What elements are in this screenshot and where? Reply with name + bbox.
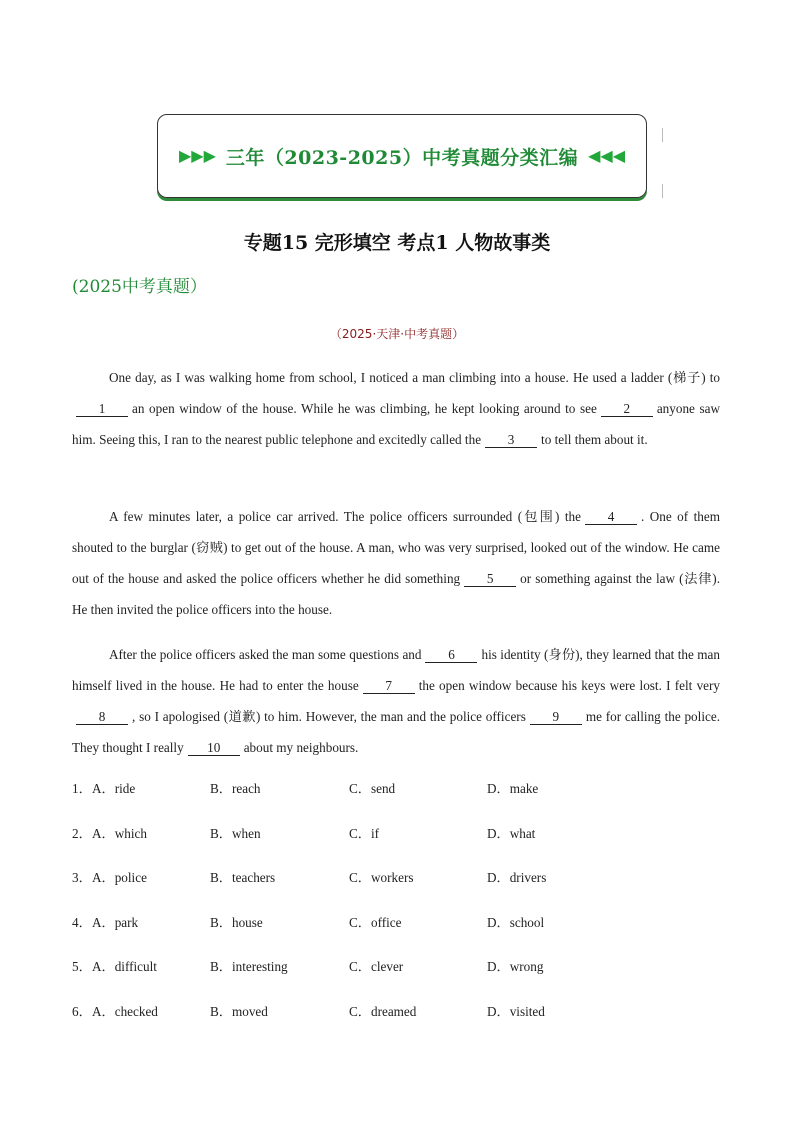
passage-text: . One of them shouted to the burglar (窃贼) to get out of the house. A man, who was very surprised, looked out of the window. He came out of the house and asked the police officers whether he did something bbox=[72, 509, 720, 586]
option-c: C．dreamed bbox=[349, 1003, 417, 1019]
triple-left-arrow-icon: ◀◀◀ bbox=[588, 148, 625, 165]
option-b: B．when bbox=[210, 825, 261, 841]
question-5-options bbox=[72, 956, 722, 1001]
triple-right-arrow-icon: ▶▶▶ bbox=[179, 148, 216, 165]
option-b: B．teachers bbox=[210, 870, 276, 886]
passage-text: to tell them about it. bbox=[541, 432, 648, 447]
passage-paragraph-1 bbox=[72, 362, 720, 455]
page-title: 专题15 完形填空 考点1 人物故事类 bbox=[243, 232, 551, 254]
blank-7: 7 bbox=[363, 679, 415, 694]
option-b: B．moved bbox=[210, 1003, 268, 1019]
answer-options bbox=[72, 778, 722, 1046]
option-d: D．drivers bbox=[487, 870, 547, 886]
passage-paragraph-3 bbox=[72, 639, 720, 763]
passage-text: an open window of the house. While he was climbing, he kept looking around to see bbox=[132, 401, 597, 416]
option-c: C．if bbox=[349, 825, 380, 841]
option-d: D．what bbox=[487, 825, 536, 841]
question-number: 4． bbox=[72, 914, 92, 930]
option-c: C．clever bbox=[349, 959, 404, 975]
margin-tick bbox=[662, 184, 663, 198]
question-1-options bbox=[72, 778, 722, 823]
passage-text: or something against the law (法律). He then invited the police officers into the house. bbox=[72, 571, 720, 617]
blank-2: 2 bbox=[601, 402, 653, 417]
question-6-options bbox=[72, 1001, 722, 1046]
option-b: B．interesting bbox=[210, 959, 288, 975]
blank-1: 1 bbox=[76, 402, 128, 417]
option-a: A．police bbox=[92, 870, 147, 886]
blank-5: 5 bbox=[464, 572, 516, 587]
passage-text: One day, as I was walking home from school, I noticed a man climbing into a house. He used a ladder (梯子) to bbox=[109, 370, 720, 385]
option-d: D．school bbox=[487, 914, 545, 930]
passage-text: , so I apologised (道歉) to him. However, the man and the police officers bbox=[132, 709, 526, 724]
option-d: D．wrong bbox=[487, 959, 544, 975]
question-source: （2025·天津·中考真题） bbox=[329, 327, 465, 341]
blank-8: 8 bbox=[76, 710, 128, 725]
option-a: A．checked bbox=[92, 1003, 158, 1019]
title-banner bbox=[157, 114, 647, 198]
passage-text: me for calling the police. They thought I really bbox=[72, 709, 720, 755]
banner-title: 三年（2023-2025）中考真题分类汇编 bbox=[225, 146, 579, 169]
option-b: B．reach bbox=[210, 781, 261, 796]
option-a: A．park bbox=[92, 914, 139, 930]
passage-text: After the police officers asked the man some questions and bbox=[109, 647, 422, 662]
option-c: C．office bbox=[349, 914, 402, 930]
passage-text: about my neighbours. bbox=[243, 740, 359, 755]
option-d: D．visited bbox=[487, 1003, 545, 1019]
option-c: C．workers bbox=[349, 870, 414, 886]
passage-text: the open window because his keys were lost. I felt very bbox=[418, 678, 721, 693]
question-3-options bbox=[72, 867, 722, 912]
question-number: 2． bbox=[72, 825, 92, 841]
passage-paragraph-2 bbox=[72, 501, 720, 625]
option-d: D．make bbox=[487, 781, 539, 796]
option-a: A．ride bbox=[92, 781, 136, 796]
option-b: B．house bbox=[210, 914, 263, 930]
blank-3: 3 bbox=[485, 433, 537, 448]
blank-10: 10 bbox=[188, 741, 240, 756]
question-number: 1． bbox=[72, 781, 92, 796]
margin-tick bbox=[662, 128, 663, 142]
blank-6: 6 bbox=[425, 648, 477, 663]
passage-text: his identity (身份), they learned that the man himself lived in the house. He had to enter the house bbox=[72, 647, 720, 693]
blank-4: 4 bbox=[585, 510, 637, 525]
option-a: A．which bbox=[92, 825, 147, 841]
question-number: 6． bbox=[72, 1003, 92, 1019]
option-c: C．send bbox=[349, 781, 396, 796]
passage-text: A few minutes later, a police car arrived. The police officers surrounded (包围) the bbox=[109, 509, 581, 524]
question-number: 5． bbox=[72, 959, 92, 975]
question-4-options bbox=[72, 912, 722, 957]
section-heading: (2025中考真题） bbox=[72, 277, 207, 297]
question-number: 3． bbox=[72, 870, 92, 886]
option-a: A．difficult bbox=[92, 959, 157, 975]
passage-text: anyone saw him. Seeing this, I ran to the nearest public telephone and excitedly called the bbox=[72, 401, 720, 447]
blank-9: 9 bbox=[530, 710, 582, 725]
question-2-options bbox=[72, 823, 722, 868]
